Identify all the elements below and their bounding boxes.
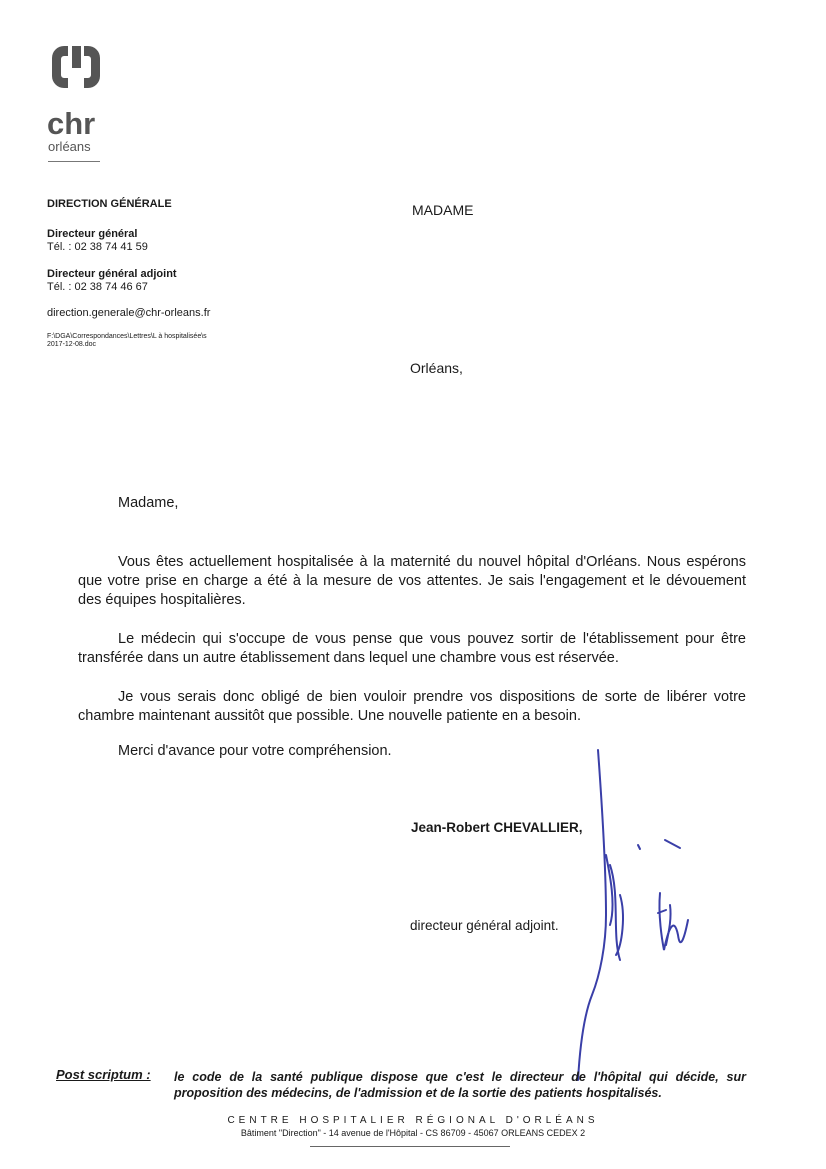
- paragraph-1: Vous êtes actuellement hospitalisée à la maternité du nouvel hôpital d'Orléans. Nous espérons que votre prise en charge a été à la mesure de vos attentes. Je sais l'engagement et le dévouement des équipes hospitalières.: [78, 554, 746, 608]
- postscript-text: le code de la santé publique dispose que c'est le directeur de l'hôpital qui décide, sur proposition des médecins, de l'admission et de la sortie des patients hospitalisés.: [174, 1070, 746, 1100]
- dg-phone: Tél. : 02 38 74 41 59: [47, 241, 148, 254]
- footer-address: Bâtiment "Direction" - 14 avenue de l'Hôpital - CS 86709 - 45067 ORLEANS CEDEX 2: [240, 1128, 586, 1138]
- logo-city: orléans: [48, 139, 91, 154]
- closing-thanks: Merci d'avance pour votre compréhension.: [118, 743, 392, 759]
- file-name: 2017-12-08.doc: [47, 341, 97, 349]
- handwritten-signature: [570, 745, 710, 1085]
- email-address: direction.generale@chr-orleans.fr: [47, 306, 211, 319]
- footer: [0, 1115, 826, 1138]
- dg-title: Directeur général: [47, 228, 138, 241]
- salutation: Madame,: [118, 495, 179, 511]
- file-reference: [47, 333, 287, 349]
- signer-name: Jean-Robert CHEVALLIER,: [411, 820, 583, 835]
- dga-phone: Tél. : 02 38 74 46 67: [47, 280, 148, 293]
- file-path: F:\DGA\Correspondances\Lettres\L à hospitalisée\s: [47, 333, 207, 341]
- chr-logo-icon: [48, 40, 108, 100]
- paragraph-3: Je vous serais donc obligé de bien vouloir prendre vos dispositions de sorte de libérer votre chambre maintenant aussitôt que possible. Une nouvelle patiente en a besoin.: [78, 689, 746, 724]
- footer-divider: [310, 1146, 510, 1147]
- place-date: Orléans,: [410, 360, 463, 376]
- footer-institution: CENTRE HOSPITALIER RÉGIONAL D'ORLÉANS: [227, 1115, 599, 1126]
- signer-role: directeur général adjoint.: [410, 918, 559, 933]
- paragraph-2: Le médecin qui s'occupe de vous pense que vous pouvez sortir de l'établissement pour être transférée dans un autre établissement dans lequel une chambre vous est réservée.: [78, 631, 746, 666]
- logo-brand: chr: [47, 106, 96, 141]
- logo-divider: [48, 161, 100, 162]
- sender-block: [47, 198, 287, 349]
- department-heading: DIRECTION GÉNÉRALE: [47, 198, 172, 210]
- recipient: MADAME: [412, 202, 474, 218]
- postscript-label: Post scriptum :: [56, 1067, 151, 1082]
- dga-title: Directeur général adjoint: [47, 267, 177, 280]
